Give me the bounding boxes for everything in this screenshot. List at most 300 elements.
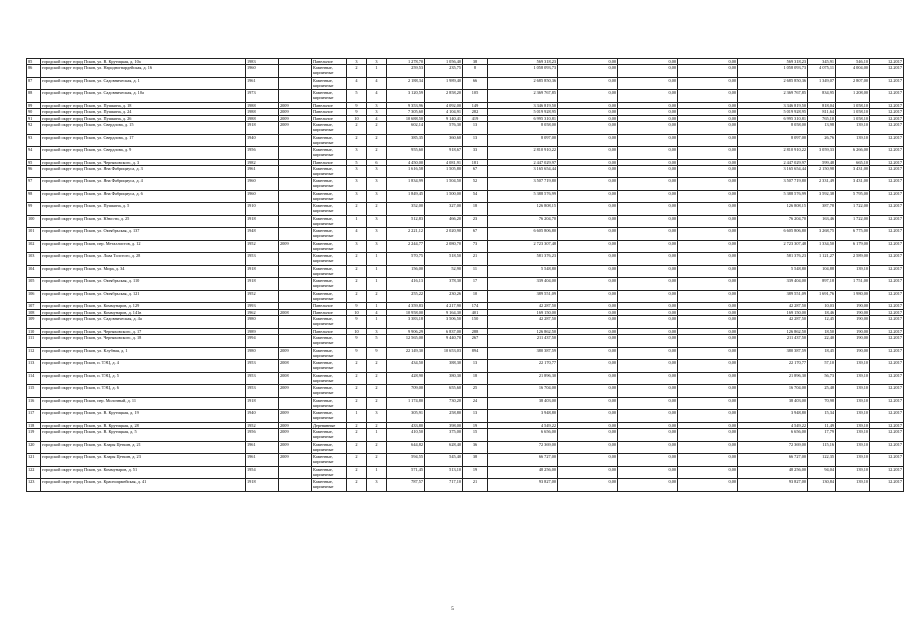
table-cell: 602,14 [387,122,425,135]
table-cell: 6 656,00 [738,429,808,442]
table-cell: 4 [367,115,387,121]
table-cell: Каменные, кирпичные [312,316,347,329]
table-cell: 594,55 [387,454,425,467]
table-cell: 0,00 [558,228,618,241]
table-cell: 569 318,23 [738,59,808,65]
table-cell: 0,00 [678,466,738,479]
table-cell [279,228,312,241]
table-cell: 93 827,00 [738,479,808,492]
table-cell [279,316,312,329]
table-cell: 12.2017 [870,90,904,103]
table-cell: 21 [463,479,488,492]
table-cell: 0,00 [618,228,678,241]
table-cell: 90 [27,109,41,115]
table-cell: 12.2017 [870,165,904,178]
table-cell: 17 [463,278,488,291]
table-cell: 211 437,50 [488,335,558,348]
table-cell: 1988 [246,109,279,115]
table-cell: 12.2017 [870,441,904,454]
table-cell: 513,10 [425,466,463,479]
table-cell: 11 [463,265,488,278]
table-cell: 12.2017 [870,109,904,115]
table-cell: 12.2017 [870,454,904,467]
table-cell: городской округ город Псков, ул. Яна Фабрициуса, д. 6 [41,190,246,203]
table-cell: городской округ город Псков, ул. Коммунаров, д. 141в [41,309,246,315]
table-cell: 0,00 [618,215,678,228]
table-cell: городской округ город Псков, п. ТЭЦ, д. 6 [41,385,246,398]
table-cell: 2 447 029,97 [488,159,558,165]
table-cell: 385,35 [387,134,425,147]
table-cell: Каменные, кирпичные [312,178,347,191]
table-cell: 11,49 [808,422,836,428]
table-cell: 88 [27,90,41,103]
table-cell: Каменные, кирпичные [312,122,347,135]
table-cell: 98 [27,190,41,203]
table-cell [279,397,312,410]
table-cell: городской округ город Псков, ул. Клары Цеткин, д. 21 [41,441,246,454]
table-cell: 259,53 [387,65,425,78]
table-cell: Панельное [312,115,347,121]
table-cell: 576,30 [425,122,463,135]
table-cell: городской округ город Псков, ул. Садовническая, д. 10а [41,90,246,103]
table-cell: 0,00 [558,335,618,348]
table-cell [279,77,312,90]
table-cell: 5 548,80 [738,265,808,278]
table-cell: 9 [347,316,367,329]
table-cell: 894 [463,347,488,360]
table-cell: 52 [463,178,488,191]
table-cell: 0,00 [558,59,618,65]
table-cell: 95 [27,159,41,165]
table-cell: 9 140,41 [425,115,463,121]
table-cell: 99 [27,203,41,216]
table-cell: 1988 [246,102,279,108]
table-cell: 1988 [246,115,279,121]
table-cell: 38 [463,59,488,65]
table-cell: 0,00 [618,203,678,216]
table-cell: 2 [347,385,367,398]
table-cell: 103 [27,253,41,266]
table-cell: 114 [27,372,41,385]
table-cell: 1 334,50 [808,240,836,253]
table-cell: городской округ город Псков, ул. Свердлова, д. 17 [41,134,246,147]
table-cell: 9 906,29 [387,328,425,334]
table-cell: 24 [463,397,488,410]
table-cell: 1980 [246,316,279,329]
table-cell: 1952 [246,240,279,253]
table-cell: 0,00 [678,134,738,147]
table-cell: Каменные, кирпичные [312,429,347,442]
table-cell: 0,00 [618,278,678,291]
table-row [27,228,904,241]
table-cell: 282 [463,109,488,115]
table-cell: 1961 [246,454,279,467]
table-cell: 169 150,00 [738,309,808,315]
table-cell: 12.2017 [870,59,904,65]
table-cell: 12.2017 [870,347,904,360]
table-cell: 190,00 [836,328,870,334]
table-cell: 2 369 767,85 [488,90,558,103]
table-cell: 2 [347,360,367,373]
table-cell: 0,00 [618,65,678,78]
table-cell: Каменные, кирпичные [312,240,347,253]
table-cell: 0,00 [618,410,678,423]
table-cell: 16 704,00 [488,385,558,398]
table-cell: Каменные, кирпичные [312,454,347,467]
table-cell: 0,00 [558,316,618,329]
table-cell: 0,00 [678,90,738,103]
table-cell: 1952 [246,290,279,303]
table-cell: Каменные, кирпичные [312,335,347,348]
table-cell: 709,00 [387,385,425,398]
table-cell: 1 174,80 [387,397,425,410]
table-cell: городской округ город Псков, ул. Красноармейская, д. 41 [41,479,246,492]
table-cell: 3 [347,178,367,191]
table-cell: 121 [27,454,41,467]
table-cell: 0,00 [618,90,678,103]
table-cell: 339 404,00 [738,278,808,291]
table-cell: 433,80 [387,422,425,428]
table-cell: 518,50 [425,253,463,266]
table-row [27,290,904,303]
table-cell: 665,10 [836,159,870,165]
table-cell [279,253,312,266]
table-cell: 3 [367,102,387,108]
table-cell: 52,90 [425,265,463,278]
table-cell: 0,00 [558,303,618,309]
table-cell: Каменные, кирпичные [312,265,347,278]
table-cell: 0,00 [618,479,678,492]
table-cell: 10 [463,290,488,303]
table-cell: 2008 [279,309,312,315]
table-cell: 12.2017 [870,240,904,253]
table-cell [279,335,312,348]
table-row [27,466,904,479]
table-cell: 305,91 [387,410,425,423]
table-cell: 7 305,60 [387,109,425,115]
table-cell: 2 685 850,36 [488,77,558,90]
table-cell: 2 [367,360,387,373]
table-cell: 6 605 806,80 [738,228,808,241]
table-cell: 3 506,50 [425,316,463,329]
table-cell: 3 165 654,44 [488,165,558,178]
table-row [27,122,904,135]
table-cell: 2 [367,422,387,428]
table-cell: 163,46 [808,215,836,228]
table-cell: 6 837,00 [425,328,463,334]
table-cell: 0,00 [618,59,678,65]
table-cell: 1 [347,410,367,423]
table-cell: 72 369,00 [488,441,558,454]
table-cell: 2 [347,454,367,467]
table-cell: 23 [463,215,488,228]
table-row [27,178,904,191]
table-cell: 1953 [246,385,279,398]
table-cell: 3 [367,190,387,203]
table-cell: городской округ город Псков, ул. Коммунаров, д. 129 [41,303,246,309]
table-cell: 0,00 [678,115,738,121]
table-cell: 0,00 [678,309,738,315]
table-cell: 0,00 [678,165,738,178]
table-cell: 22 149,30 [387,347,425,360]
table-cell: 1918 [246,215,279,228]
table-cell: 0,00 [558,165,618,178]
table-cell: 93 827,00 [488,479,558,492]
table-cell: 4 004,00 [836,65,870,78]
table-cell: 139,10 [836,360,870,373]
table-cell: 0,00 [618,347,678,360]
table-cell: 3 346 819,50 [488,102,558,108]
table-cell: 2 [367,441,387,454]
table-cell: 12.2017 [870,102,904,108]
table-cell: 1 121,27 [808,253,836,266]
table-cell: 54 [463,190,488,203]
table-cell: 122,35 [808,454,836,467]
table-cell: 2009 [279,347,312,360]
table-cell: 398,00 [425,422,463,428]
table-cell: 0,00 [558,253,618,266]
table-cell: 0,00 [558,466,618,479]
table-cell: 2 [367,454,387,467]
table-cell: 2 [347,253,367,266]
table-cell: 2 [347,203,367,216]
table-cell: 2 020,90 [425,228,463,241]
table-cell [279,278,312,291]
table-cell: 13 [463,122,488,135]
table-cell: 3 [367,178,387,191]
table-cell: 569 318,23 [488,59,558,65]
table-cell: 267 [463,335,488,348]
table-cell: 419 [463,115,488,121]
table-cell: 4 081,91 [425,159,463,165]
table-cell: 2009 [279,122,312,135]
table-cell: 10 [347,328,367,334]
table-cell: 1 751,00 [836,278,870,291]
table-cell: 1956 [246,147,279,160]
table-cell: 5 795,00 [836,190,870,203]
table-row [27,165,904,178]
table-row [27,203,904,216]
table-cell: 12.2017 [870,397,904,410]
table-cell: 15,34 [808,410,836,423]
table-cell: 0,00 [558,479,618,492]
table-cell: 0,00 [558,178,618,191]
table-cell: 571,45 [387,466,425,479]
table-cell: 897,18 [808,278,836,291]
housing-register-table [26,58,902,492]
table-cell [279,190,312,203]
table-cell: 378,30 [425,278,463,291]
table-cell: городской округ город Псков, пер. Молочный, д. 11 [41,397,246,410]
table-cell: 5 [367,335,387,348]
table-row [27,410,904,423]
table-cell: 1948 [246,228,279,241]
table-cell: 0,00 [678,422,738,428]
table-cell: 4 450,00 [387,159,425,165]
table-cell: 581 376,23 [488,253,558,266]
table-cell: городской округ город Псков, ул. Черняховского, д. 18 [41,335,246,348]
table-cell: 0,00 [558,159,618,165]
table-row [27,215,904,228]
table-cell: 130,84 [808,479,836,492]
table-cell: 9 [347,109,367,115]
table-cell: 12.2017 [870,360,904,373]
table-cell: 0,00 [558,397,618,410]
table-cell: Каменные, кирпичные [312,372,347,385]
table-cell: 1961 [246,441,279,454]
table-cell: 5 019 928,95 [738,109,808,115]
table-cell: городской округ город Псков, ул. Пушкина, д. 26 [41,115,246,121]
table-cell: Каменные, кирпичные [312,65,347,78]
table-cell: 5 [347,159,367,165]
table-cell: 12.2017 [870,147,904,160]
table-cell: 139,10 [836,479,870,492]
table-cell: 25,48 [808,385,836,398]
table-cell [279,215,312,228]
table-cell: 1953 [246,372,279,385]
table-cell: 0,00 [618,240,678,253]
table-cell: 0,00 [558,190,618,203]
table-cell: 6 775,00 [836,228,870,241]
table-cell: 0,00 [558,385,618,398]
table-cell: 0,00 [618,77,678,90]
table-cell: 0,00 [558,109,618,115]
table-cell: 97 [27,178,41,191]
table-cell: городской округ город Псков, ул. Пушкина, д. 5 [41,203,246,216]
table-cell: городской округ город Псков, пер. Металлистов, д. 12 [41,240,246,253]
table-cell: 6 605 806,80 [488,228,558,241]
table-cell: 3 592,38 [808,190,836,203]
table-cell: 12.2017 [870,253,904,266]
table-row [27,147,904,160]
table-cell: 1989 [246,328,279,334]
table-cell: 12 565,00 [387,335,425,348]
table-cell: 0,00 [678,102,738,108]
table-cell: 3 [367,215,387,228]
table-cell: 2 723 307,48 [738,240,808,253]
table-cell: 416,13 [387,278,425,291]
table-cell: 6 179,00 [836,240,870,253]
table-cell [279,65,312,78]
table-cell: Каменные, кирпичные [312,290,347,303]
table-cell: 169 150,00 [488,309,558,315]
table-cell: 3 346 819,50 [738,102,808,108]
table-cell: 10 [347,309,367,315]
table-cell: 2009 [279,422,312,428]
table-cell: 1 [367,65,387,78]
table-cell: 42 287,50 [488,303,558,309]
table-cell: Каменные, кирпичные [312,228,347,241]
table-cell: 91 [27,115,41,121]
table-cell: 66 727,00 [488,454,558,467]
table-cell: 190,00 [836,335,870,348]
table-cell: Каменные, кирпичные [312,215,347,228]
table-cell: 0,00 [618,190,678,203]
table-cell: 2 [367,122,387,135]
table-cell: 0,00 [558,441,618,454]
table-cell: 1994 [246,335,279,348]
table-cell: 4 [347,228,367,241]
table-cell: 3 948,80 [488,410,558,423]
table-cell: 76 204,70 [488,215,558,228]
table-cell: 106 [27,290,41,303]
table-cell: 765,10 [808,115,836,121]
table-cell: 25 [463,385,488,398]
table-cell: Каменные, кирпичные [312,347,347,360]
table-row [27,372,904,385]
table-cell: 1993 [246,303,279,309]
table-cell: 4 549,22 [738,422,808,428]
table-cell: Каменные, кирпичные [312,134,347,147]
table-cell: 2 [367,147,387,160]
table-cell: 12,45 [808,316,836,329]
table-cell: 0,00 [618,253,678,266]
table-cell: 410,50 [387,429,425,442]
table-cell: 66 727,00 [738,454,808,467]
table-cell: 1956 [246,429,279,442]
table-cell: 0,00 [678,109,738,115]
table-cell: 2 [367,397,387,410]
table-cell: Каменные, кирпичные [312,190,347,203]
table-cell: 2008 [279,360,312,373]
table-cell: 10,03 [808,303,836,309]
table-cell: 235,75 [425,65,463,78]
table-cell: 6 995 310,81 [738,115,808,121]
table-cell: 101 [27,228,41,241]
table-cell: 0,00 [558,90,618,103]
table-cell: городской округ город Псков, ул. В. Крутицкая, д. 19 [41,410,246,423]
table-cell [279,290,312,303]
table-cell: 117 [27,410,41,423]
table-cell: 2009 [279,385,312,398]
table-row [27,335,904,348]
table-cell: 56,73 [808,372,836,385]
table-cell: 9 [347,347,367,360]
table-cell: Каменные, кирпичные [312,165,347,178]
table-cell: Панельное [312,102,347,108]
table-cell: Панельное [312,309,347,315]
table-cell: 10 [347,115,367,121]
table-cell: 190,00 [836,347,870,360]
table-cell: 3 431,00 [836,178,870,191]
table-cell: 19 [463,422,488,428]
table-row [27,90,904,103]
table-cell: 72 369,00 [738,441,808,454]
table-cell: 105 [463,90,488,103]
table-cell: 174 [463,303,488,309]
table-row [27,479,904,492]
table-cell: 2 [347,441,367,454]
table-cell: 0,00 [678,328,738,334]
table-cell: 12.2017 [870,372,904,385]
table-cell: 1952 [246,422,279,428]
table-cell: 1 691,76 [808,290,836,303]
table-cell: 644,82 [387,441,425,454]
table-cell: 2 589,00 [836,253,870,266]
table-cell: 3 [367,165,387,178]
table-cell: 22 170,77 [488,360,558,373]
table-cell: 2 [367,385,387,398]
table-cell: 428,90 [387,372,425,385]
table-cell: 1918 [246,122,279,135]
table-cell: 12.2017 [870,309,904,315]
table-cell: 12.2017 [870,134,904,147]
table-cell: городской округ город Псков, ул. Садовническая, д. 4а [41,316,246,329]
table-cell: 1 058,10 [836,109,870,115]
table-cell: 1 [367,253,387,266]
table-cell: 8 058,00 [488,122,558,135]
table-cell: 0,00 [558,240,618,253]
